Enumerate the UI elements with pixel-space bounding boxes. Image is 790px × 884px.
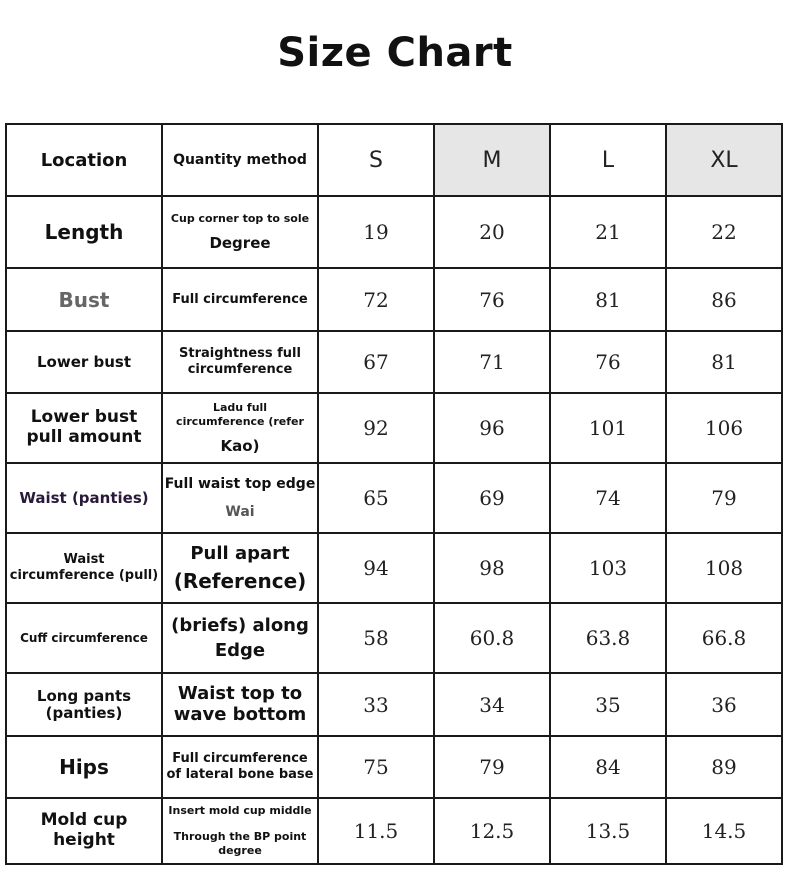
size-header-xl: XL (666, 124, 782, 196)
location-text: Lower bust (30, 407, 138, 428)
location-text: (panties) (45, 703, 123, 722)
location-text: pull amount (26, 427, 142, 447)
table-row (6, 331, 782, 393)
method-cell (162, 331, 318, 393)
location-cell: Length (6, 196, 162, 268)
value-cell: 108 (666, 533, 782, 603)
method-text: Degree (209, 233, 271, 252)
method-header: Quantity method (162, 124, 318, 196)
method-text: Straightness full (179, 346, 301, 362)
method-cell: Full circumference (162, 268, 318, 331)
value-cell: 71 (434, 331, 550, 393)
table-row (6, 533, 782, 603)
method-text: circumference (refer (176, 415, 304, 428)
method-text: wave bottom (173, 703, 307, 725)
value-cell: 11.5 (318, 798, 434, 864)
location-cell: Waist (panties) (6, 463, 162, 533)
value-cell: 66.8 (666, 603, 782, 673)
method-text: Through the BP point (173, 830, 307, 844)
page-title: Size Chart (277, 30, 513, 76)
location-cell: Lower bust (6, 331, 162, 393)
value-cell: 33 (318, 673, 434, 736)
value-cell: 20 (434, 196, 550, 268)
location-text: Mold cup (40, 810, 128, 831)
method-text: circumference (187, 362, 293, 377)
value-cell: 75 (318, 736, 434, 798)
method-text: of lateral bone base (166, 767, 314, 782)
location-text: Waist (63, 552, 105, 568)
value-cell: 67 (318, 331, 434, 393)
method-text: Kao) (220, 436, 260, 455)
method-text: Cup corner top to sole (170, 212, 310, 226)
location-cell: Hips (6, 736, 162, 798)
value-cell: 35 (550, 673, 666, 736)
value-cell: 89 (666, 736, 782, 798)
location-cell (6, 798, 162, 864)
method-cell (162, 736, 318, 798)
method-text: degree (218, 843, 262, 857)
value-cell: 98 (434, 533, 550, 603)
method-text: Wai (225, 504, 255, 521)
size-header-s: S (318, 124, 434, 196)
location-text: circumference (pull) (9, 568, 159, 583)
value-cell: 12.5 (434, 798, 550, 864)
location-cell (6, 393, 162, 463)
size-header-m: M (434, 124, 550, 196)
location-cell: Cuff circumference (6, 603, 162, 673)
value-cell: 69 (434, 463, 550, 533)
location-cell: Bust (6, 268, 162, 331)
value-cell: 63.8 (550, 603, 666, 673)
value-cell: 76 (550, 331, 666, 393)
method-text: Edge (214, 640, 266, 661)
table-row (6, 393, 782, 463)
table-row (6, 798, 782, 864)
value-cell: 34 (434, 673, 550, 736)
method-text: Insert mold cup middle (168, 804, 312, 818)
method-text: Pull apart (190, 543, 290, 565)
method-cell (162, 393, 318, 463)
size-header-l: L (550, 124, 666, 196)
value-cell: 13.5 (550, 798, 666, 864)
method-text: Waist top to (177, 682, 303, 704)
value-cell: 101 (550, 393, 666, 463)
header-row (6, 124, 782, 196)
method-cell (162, 798, 318, 864)
value-cell: 72 (318, 268, 434, 331)
location-header: Location (6, 124, 162, 196)
value-cell: 21 (550, 196, 666, 268)
value-cell: 65 (318, 463, 434, 533)
table-row (6, 736, 782, 798)
value-cell: 22 (666, 196, 782, 268)
location-text: height (53, 830, 115, 850)
value-cell: 79 (666, 463, 782, 533)
location-cell (6, 533, 162, 603)
value-cell: 84 (550, 736, 666, 798)
table-row (6, 603, 782, 673)
value-cell: 36 (666, 673, 782, 736)
table-row (6, 463, 782, 533)
value-cell: 79 (434, 736, 550, 798)
method-text: Full waist top edge (164, 475, 316, 492)
value-cell: 58 (318, 603, 434, 673)
value-cell: 96 (434, 393, 550, 463)
table-row (6, 196, 782, 268)
method-text: Full circumference (172, 751, 308, 767)
value-cell: 60.8 (434, 603, 550, 673)
method-text: (briefs) along (171, 614, 309, 636)
method-text: Ladu full (212, 401, 268, 415)
table-row (6, 268, 782, 331)
value-cell: 81 (550, 268, 666, 331)
method-cell (162, 673, 318, 736)
location-text: Long pants (36, 687, 132, 705)
value-cell: 106 (666, 393, 782, 463)
method-cell (162, 463, 318, 533)
value-cell: 92 (318, 393, 434, 463)
value-cell: 14.5 (666, 798, 782, 864)
value-cell: 19 (318, 196, 434, 268)
size-chart-table (5, 123, 783, 865)
method-cell (162, 196, 318, 268)
method-text: (Reference) (173, 568, 307, 593)
method-cell (162, 533, 318, 603)
value-cell: 74 (550, 463, 666, 533)
location-cell (6, 673, 162, 736)
table-row (6, 673, 782, 736)
value-cell: 103 (550, 533, 666, 603)
value-cell: 76 (434, 268, 550, 331)
value-cell: 86 (666, 268, 782, 331)
value-cell: 81 (666, 331, 782, 393)
value-cell: 94 (318, 533, 434, 603)
method-cell (162, 603, 318, 673)
